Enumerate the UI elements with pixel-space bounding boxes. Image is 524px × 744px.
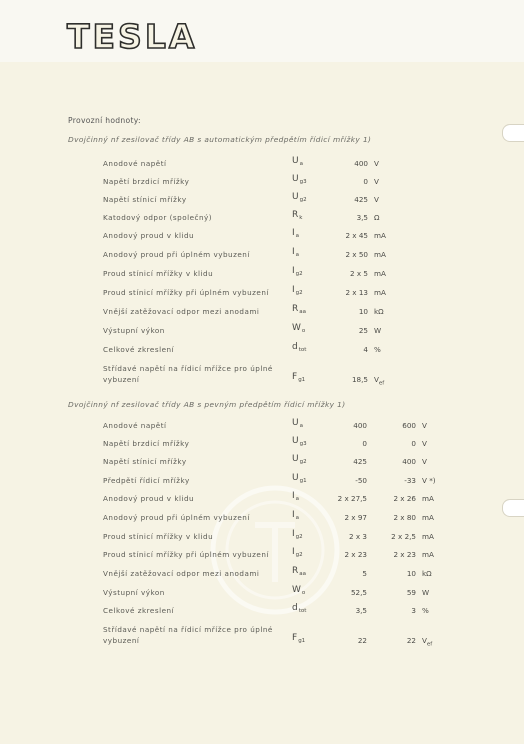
symbol-letter: R bbox=[292, 304, 299, 314]
unit bbox=[422, 513, 434, 522]
unit bbox=[374, 375, 384, 388]
parameter-label: Proud stínicí mřížky při úplném vybuzení bbox=[103, 288, 269, 297]
parameter-value: 425 bbox=[354, 195, 368, 204]
symbol-subscript: g2 bbox=[295, 271, 303, 277]
unit-text: mA bbox=[422, 494, 434, 503]
unit bbox=[422, 588, 429, 597]
parameter-value: 400 bbox=[354, 159, 368, 168]
symbol-letter: I bbox=[292, 547, 295, 557]
parameter-label: Střídavé napětí na řídicí mřížce pro úplné bbox=[103, 625, 273, 634]
symbol-letter: W bbox=[292, 585, 301, 595]
symbol-subscript: g2 bbox=[299, 197, 307, 203]
parameter-value: 3,5 bbox=[356, 213, 368, 222]
unit-text: V bbox=[374, 375, 379, 384]
unit bbox=[422, 636, 432, 649]
symbol-subscript: g1 bbox=[299, 478, 307, 484]
unit-text: V bbox=[374, 177, 379, 186]
value-column-2: 400 bbox=[402, 457, 416, 466]
value-column-2: 2 x 26 bbox=[393, 494, 416, 503]
symbol bbox=[292, 530, 303, 542]
section2-condition: Dvojčinný nf zesilovač třídy AB s pevným předpětím řídicí mřížky 1) bbox=[68, 400, 346, 409]
value-column-2: -33 bbox=[404, 476, 416, 485]
parameter-label: Anodový proud při úplném vybuzení bbox=[103, 513, 250, 522]
unit bbox=[422, 532, 434, 541]
parameter-value: 2 x 13 bbox=[345, 288, 368, 297]
value-column-2: 10 bbox=[406, 569, 416, 578]
unit bbox=[422, 550, 434, 559]
symbol-letter: U bbox=[292, 418, 299, 428]
symbol-letter: d bbox=[292, 342, 298, 352]
symbol-letter: U bbox=[292, 473, 299, 483]
symbol-subscript: a bbox=[295, 496, 300, 502]
unit bbox=[374, 326, 381, 335]
operating-values-heading: Provozní hodnoty: bbox=[68, 116, 141, 125]
unit-text: Ω bbox=[374, 213, 380, 222]
symbol-letter: I bbox=[292, 491, 295, 501]
punch-hole-top bbox=[502, 124, 524, 142]
parameter-label: Napětí brzdicí mřížky bbox=[103, 177, 190, 186]
value-column-2: 59 bbox=[406, 588, 416, 597]
unit-text: mA bbox=[374, 231, 386, 240]
unit-text: V *) bbox=[422, 476, 436, 485]
symbol bbox=[292, 286, 303, 298]
parameter-label: Proud stínicí mřížky v klidu bbox=[103, 269, 214, 278]
symbol-subscript: g1 bbox=[298, 377, 306, 383]
parameter-label: Výstupní výkon bbox=[103, 326, 165, 335]
parameter-value: 0 bbox=[363, 177, 368, 186]
symbol-letter: U bbox=[292, 174, 299, 184]
unit-text: mA bbox=[422, 513, 434, 522]
symbol bbox=[292, 267, 303, 279]
value-column-1: 2 x 3 bbox=[349, 532, 367, 541]
symbol bbox=[292, 193, 307, 205]
unit bbox=[374, 269, 386, 278]
parameter-label: Anodový proud při úplném vybuzení bbox=[103, 250, 250, 259]
symbol-subscript: o bbox=[301, 328, 306, 334]
unit-text: mA bbox=[422, 550, 434, 559]
punch-hole-bottom bbox=[502, 499, 524, 517]
symbol-letter: R bbox=[292, 566, 299, 576]
parameter-label: Vnější zatěžovací odpor mezi anodami bbox=[103, 569, 260, 578]
unit-text: kΩ bbox=[422, 569, 432, 578]
symbol bbox=[292, 343, 306, 355]
parameter-value: 2 x 50 bbox=[345, 250, 368, 259]
unit bbox=[374, 213, 380, 222]
parameter-value: 10 bbox=[358, 307, 368, 316]
parameter-value: 25 bbox=[358, 326, 368, 335]
unit bbox=[422, 421, 427, 430]
unit-text: mA bbox=[374, 288, 386, 297]
parameter-label: Celkové zkreslení bbox=[103, 345, 175, 354]
symbol-subscript: g3 bbox=[299, 441, 307, 447]
unit bbox=[422, 439, 427, 448]
unit-text: W bbox=[374, 326, 382, 335]
unit-text: V bbox=[422, 636, 427, 645]
symbol-letter: I bbox=[292, 285, 295, 295]
symbol-subscript: g2 bbox=[295, 290, 303, 296]
symbol bbox=[292, 373, 305, 385]
unit bbox=[422, 494, 434, 503]
symbol-letter: U bbox=[292, 436, 299, 446]
parameter-label-continued: vybuzení bbox=[103, 375, 140, 384]
unit-text: mA bbox=[374, 250, 386, 259]
symbol-subscript: a bbox=[295, 233, 300, 239]
parameter-label: Proud stínicí mřížky při úplném vybuzení bbox=[103, 550, 269, 559]
unit bbox=[374, 250, 386, 259]
symbol-letter: I bbox=[292, 529, 295, 539]
symbol bbox=[292, 324, 305, 336]
unit-text: % bbox=[374, 345, 381, 354]
unit-text: W bbox=[422, 588, 430, 597]
symbol-letter: I bbox=[292, 228, 295, 238]
symbol-letter: d bbox=[292, 603, 298, 613]
value-column-2: 2 x 80 bbox=[393, 513, 416, 522]
value-column-1: 2 x 97 bbox=[344, 513, 367, 522]
symbol-subscript: a bbox=[299, 423, 303, 429]
symbol-subscript: g1 bbox=[298, 638, 306, 644]
parameter-label: Anodový proud v klidu bbox=[103, 231, 195, 240]
value-column-1: 22 bbox=[357, 636, 367, 645]
parameter-label: Napětí brzdicí mřížky bbox=[103, 439, 190, 448]
value-column-1: -50 bbox=[355, 476, 367, 485]
unit-text: V bbox=[422, 421, 427, 430]
symbol-subscript: o bbox=[301, 590, 306, 596]
parameter-label: Předpětí řídicí mřížky bbox=[103, 476, 190, 485]
symbol-subscript: a bbox=[295, 252, 300, 258]
value-column-2: 3 bbox=[411, 606, 416, 615]
parameter-label: Anodové napětí bbox=[103, 421, 167, 430]
symbol-letter: U bbox=[292, 156, 299, 166]
symbol-subscript: aa bbox=[299, 309, 307, 315]
parameter-value: 2 x 5 bbox=[350, 269, 368, 278]
symbol-subscript: tot bbox=[298, 608, 307, 614]
unit bbox=[374, 159, 379, 168]
unit-text: V bbox=[374, 195, 379, 204]
parameter-label: Vnější zatěžovací odpor mezi anodami bbox=[103, 307, 260, 316]
symbol bbox=[292, 305, 306, 317]
symbol bbox=[292, 586, 305, 598]
unit bbox=[374, 345, 381, 354]
parameter-value: 2 x 45 bbox=[345, 231, 368, 240]
unit-subscript: ef bbox=[378, 380, 385, 387]
value-column-1: 5 bbox=[362, 569, 367, 578]
unit bbox=[374, 307, 384, 316]
symbol bbox=[292, 211, 302, 223]
symbol-subscript: a bbox=[299, 161, 303, 167]
unit bbox=[374, 195, 379, 204]
unit-text: V bbox=[422, 439, 427, 448]
parameter-label: Střídavé napětí na řídicí mřížce pro úplné bbox=[103, 364, 273, 373]
symbol-subscript: aa bbox=[299, 571, 307, 577]
unit bbox=[422, 457, 427, 466]
symbol-letter: F bbox=[292, 372, 298, 382]
unit bbox=[422, 569, 432, 578]
parameter-label: Napětí stínicí mřížky bbox=[103, 195, 187, 204]
symbol bbox=[292, 419, 303, 431]
value-column-1: 2 x 27,5 bbox=[337, 494, 367, 503]
unit bbox=[374, 288, 386, 297]
symbol-subscript: k bbox=[299, 215, 303, 221]
unit-text: % bbox=[422, 606, 429, 615]
parameter-label: Anodové napětí bbox=[103, 159, 167, 168]
unit-text: V bbox=[422, 457, 427, 466]
symbol-letter: U bbox=[292, 454, 299, 464]
parameter-label: Napětí stínicí mřížky bbox=[103, 457, 187, 466]
value-column-2: 0 bbox=[411, 439, 416, 448]
parameter-label: Celkové zkreslení bbox=[103, 606, 175, 615]
symbol bbox=[292, 492, 299, 504]
unit-text: kΩ bbox=[374, 307, 384, 316]
parameter-value: 18,5 bbox=[351, 375, 368, 384]
symbol-letter: W bbox=[292, 323, 301, 333]
symbol-letter: U bbox=[292, 192, 299, 202]
parameter-label-continued: vybuzení bbox=[103, 636, 140, 645]
unit bbox=[374, 177, 379, 186]
value-column-2: 2 x 23 bbox=[393, 550, 416, 559]
unit-text: mA bbox=[374, 269, 386, 278]
section1-condition: Dvojčinný nf zesilovač třídy AB s automatickým předpětím řídicí mřížky 1) bbox=[68, 135, 372, 144]
symbol-subscript: g3 bbox=[299, 179, 307, 185]
parameter-label: Anodový proud v klidu bbox=[103, 494, 195, 503]
value-column-1: 2 x 23 bbox=[344, 550, 367, 559]
unit-subscript: ef bbox=[426, 641, 433, 648]
unit-text: V bbox=[374, 159, 379, 168]
symbol-letter: F bbox=[292, 633, 298, 643]
value-column-1: 3,5 bbox=[355, 606, 367, 615]
value-column-1: 52,5 bbox=[350, 588, 367, 597]
parameter-label: Katodový odpor (společný) bbox=[103, 213, 213, 222]
tesla-logo: TESLA bbox=[67, 17, 198, 56]
symbol-subscript: g2 bbox=[299, 459, 307, 465]
symbol bbox=[292, 548, 303, 560]
symbol-subscript: g2 bbox=[295, 552, 303, 558]
symbol bbox=[292, 248, 299, 260]
unit bbox=[422, 476, 436, 485]
symbol-letter: I bbox=[292, 247, 295, 257]
value-column-2: 22 bbox=[406, 636, 416, 645]
value-column-1: 425 bbox=[353, 457, 367, 466]
symbol-letter: R bbox=[292, 210, 299, 220]
parameter-value: 4 bbox=[363, 345, 368, 354]
symbol-letter: I bbox=[292, 510, 295, 520]
symbol bbox=[292, 157, 303, 169]
unit bbox=[374, 231, 386, 240]
symbol-letter: I bbox=[292, 266, 295, 276]
symbol bbox=[292, 634, 305, 646]
symbol bbox=[292, 229, 299, 241]
value-column-1: 0 bbox=[362, 439, 367, 448]
parameter-label: Výstupní výkon bbox=[103, 588, 165, 597]
value-column-2: 600 bbox=[402, 421, 416, 430]
value-column-2: 2 x 2,5 bbox=[391, 532, 416, 541]
symbol bbox=[292, 511, 299, 523]
parameter-label: Proud stínicí mřížky v klidu bbox=[103, 532, 214, 541]
symbol bbox=[292, 567, 306, 579]
value-column-1: 400 bbox=[353, 421, 367, 430]
unit bbox=[422, 606, 429, 615]
symbol-subscript: a bbox=[295, 515, 300, 521]
symbol-subscript: g2 bbox=[295, 534, 303, 540]
unit-text: mA bbox=[422, 532, 434, 541]
symbol-subscript: tot bbox=[298, 347, 307, 353]
symbol bbox=[292, 175, 307, 187]
